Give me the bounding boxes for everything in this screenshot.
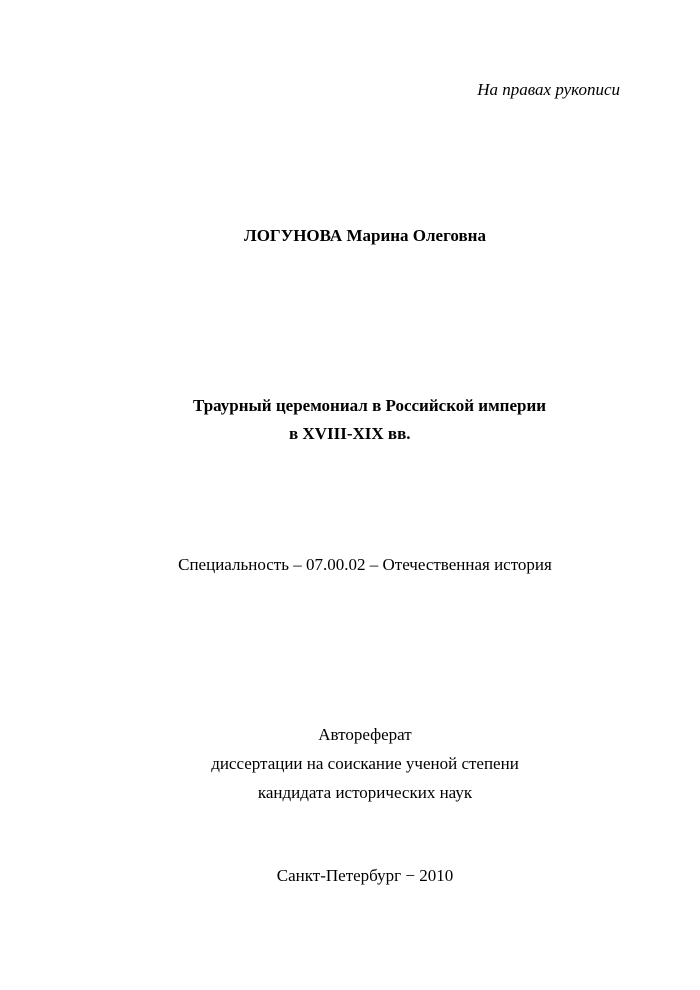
specialty-line: Специальность – 07.00.02 – Отечественная история	[178, 555, 552, 574]
place-and-year: Санкт-Петербург − 2010	[276, 866, 454, 885]
thesis-title-line-2: в XVIII-XIX вв.	[289, 424, 411, 443]
document-type: Автореферат	[318, 725, 412, 744]
degree-line: кандидата исторических наук	[257, 783, 473, 802]
dissertation-line: диссертации на соискание ученой степени	[211, 754, 519, 773]
rights-notice: На правах рукописи	[477, 80, 620, 99]
thesis-title-line-1: Траурный церемониал в Российской империи	[193, 396, 547, 415]
author-name: ЛОГУНОВА Марина Олеговна	[244, 226, 486, 245]
